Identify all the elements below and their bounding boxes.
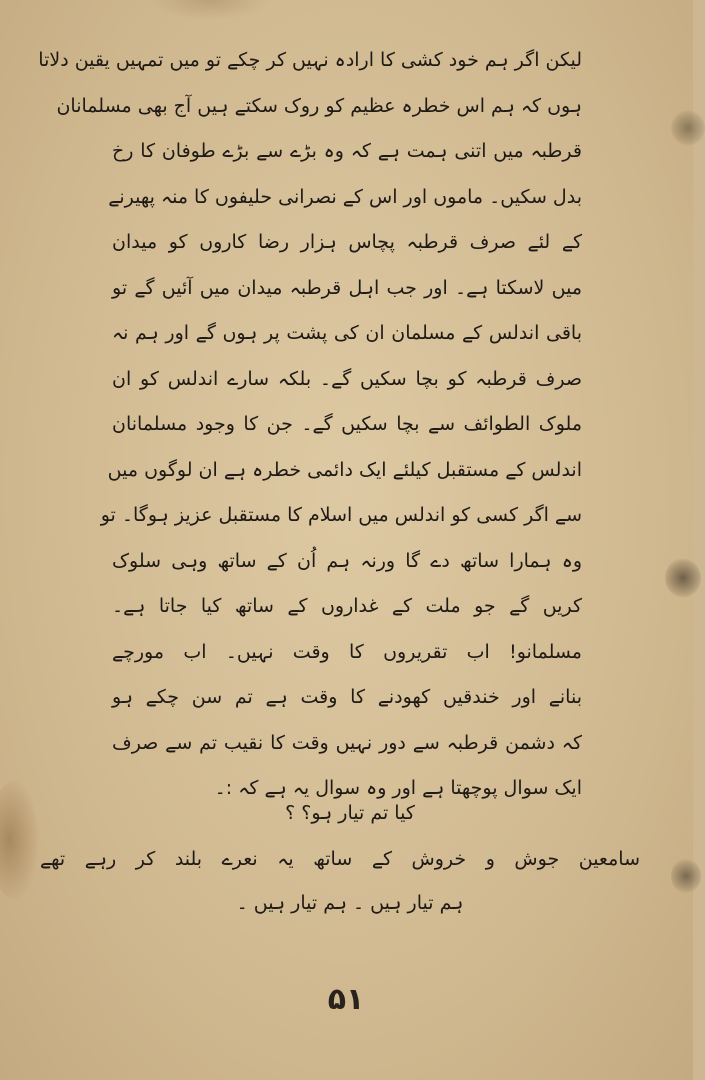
text-line: قرطبہ میں اتنی ہمت ہے کہ وہ بڑے سے بڑے طوفان کا رخ	[112, 140, 582, 162]
text-line: کریں گے جو ملت کے غداروں کے ساتھ کیا جاتا ہے۔	[112, 595, 582, 617]
text-line: مسلمانو! اب تقریروں کا وقت نہیں۔ اب مورچے	[112, 640, 582, 663]
text-line: بدل سکیں۔ ماموں اور اس کے نصرانی حلیفوں کا منہ پھیرنے	[108, 185, 582, 208]
text-line: بنانے اور خندقیں کھودنے کا وقت ہے تم سن چکے ہو	[112, 686, 582, 708]
paper-stain-top	[150, 0, 270, 20]
text-line: باقی اندلس کے مسلمان ان کی پشت پر ہوں گے اور ہم نہ	[112, 322, 582, 344]
text-line: کہ دشمن قرطبہ سے دور نہیں وقت کا نقیب تم سے صرف	[112, 731, 582, 754]
paper-stain-left	[0, 780, 38, 900]
narration-line: سامعین جوش و خروش کے ساتھ یہ نعرے بلند کر رہے تھے	[40, 848, 640, 870]
text-line: کے لئے صرف قرطبہ پچاس ہزار رضا کاروں کو میدان	[112, 231, 582, 253]
answer-line: ہم تیار ہیں ۔ ہم تیار ہیں ۔	[236, 892, 464, 914]
text-line: ایک سوال پوچھتا ہے اور وہ سوال یہ ہے کہ :۔	[214, 777, 582, 799]
paper-stain-right-low	[671, 858, 701, 894]
question-line: کیا تم تیار ہو؟ ؟	[285, 802, 415, 824]
text-line: میں لاسکتا ہے۔ اور جب اہل قرطبہ میدان میں آئیں گے تو	[112, 276, 582, 299]
paper-stain-right-top	[671, 110, 705, 146]
text-line: وہ ہمارا ساتھ دے گا ورنہ ہم اُن کے ساتھ وہی سلوک	[112, 549, 582, 572]
text-line: لیکن اگر ہم خود کشی کا ارادہ نہیں کر چکے تو میں تمہیں یقین دلاتا	[38, 49, 582, 71]
text-line: ملوک الطوائف سے بچا سکیں گے۔ جن کا وجود مسلمانان	[112, 413, 582, 435]
body-text	[38, 38, 582, 812]
text-line: سے اگر کسی کو اندلس میں اسلام کا مستقبل عزیز ہوگا۔ تو	[100, 504, 582, 526]
text-line: صرف قرطبہ کو بچا سکیں گے۔ بلکہ سارے اندلس کو ان	[112, 367, 582, 390]
text-line: اندلس کے مستقبل کیلئے ایک دائمی خطرہ ہے ان لوگوں میں	[107, 458, 582, 481]
text-line: ہوں کہ ہم اس خطرہ عظیم کو روک سکتے ہیں آج بھی مسلمانان	[56, 94, 582, 117]
page-number: ۵۱	[327, 982, 365, 1017]
paper-stain-right-mid	[665, 558, 701, 598]
